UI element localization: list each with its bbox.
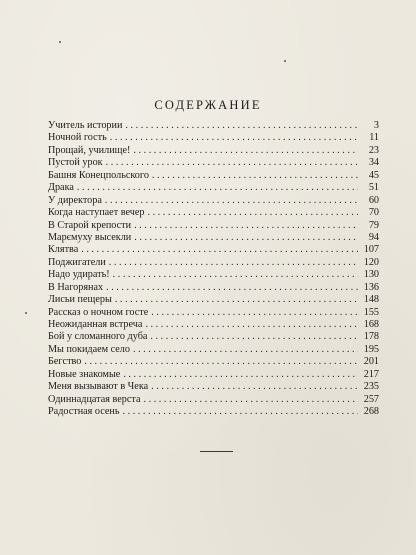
dot-leader [84, 356, 358, 368]
toc-entry-page: 70 [368, 207, 379, 219]
toc-entry-page: 178 [363, 331, 379, 343]
page-title: СОДЕРЖАНИЕ [154, 98, 262, 112]
dot-leader [123, 369, 358, 381]
dot-leader [125, 120, 358, 132]
toc-entry-page: 34 [368, 157, 379, 169]
dot-leader [133, 344, 358, 356]
dot-leader [109, 257, 358, 269]
toc-entry [48, 381, 379, 393]
dot-leader [123, 406, 358, 418]
toc-entry-page: 94 [368, 231, 379, 243]
toc-entry-page: 60 [368, 194, 379, 206]
toc-entry-page: 23 [368, 144, 379, 156]
print-speck [284, 60, 286, 62]
toc-entry-title: Ночной гость [48, 132, 107, 144]
toc-entry [48, 232, 379, 244]
dot-leader [110, 132, 358, 144]
toc-entry-page: 268 [363, 406, 379, 418]
toc-entry [48, 170, 379, 182]
toc-entry-page: 168 [363, 319, 379, 330]
toc-entry [48, 120, 379, 132]
toc-entry-title: У директора [48, 194, 102, 206]
toc-entry [48, 307, 379, 319]
toc-entry [48, 244, 379, 256]
toc-entry [48, 331, 379, 343]
toc-entry-title: Лисьи пещеры [48, 294, 112, 306]
toc-entry-title: Башня Конецпольского [48, 169, 149, 181]
toc-entry-page: 257 [363, 393, 379, 405]
toc-entry [48, 257, 379, 269]
print-speck [59, 41, 61, 43]
toc-entry-page: 130 [363, 269, 379, 281]
toc-entry-title: Прощай, училище! [48, 144, 131, 156]
toc-entry-title: Новые знакомые [48, 368, 121, 380]
toc-entry-title: Рассказ о ночном госте [48, 306, 149, 318]
dot-leader [147, 207, 358, 219]
dot-leader [144, 394, 359, 406]
toc-entry-title: Бегство [48, 356, 82, 368]
toc-entry [48, 344, 379, 356]
dot-leader [105, 195, 358, 207]
closing-rule [200, 451, 233, 452]
toc-entry-title: Драка [48, 182, 74, 194]
dot-leader [151, 381, 358, 393]
dot-leader [152, 170, 358, 182]
toc-entry [48, 132, 379, 144]
toc-entry-title: Радостная осень [48, 406, 120, 418]
toc-entry [48, 269, 379, 281]
toc-entry-title: Когда наступает вечер [48, 207, 145, 219]
toc-entry-page: 45 [368, 169, 379, 181]
dot-leader [151, 307, 358, 319]
dot-leader [134, 232, 358, 244]
toc-entry [48, 195, 379, 207]
toc-entry-page: 136 [363, 281, 379, 293]
toc-entry [48, 319, 379, 331]
dot-leader [106, 157, 358, 169]
toc-entry-page: 120 [363, 256, 379, 268]
toc-entry-title: Мы покидаем село [48, 343, 130, 355]
toc-entry-title: Меня вызывают в Чека [48, 381, 149, 393]
dot-leader [150, 331, 358, 343]
toc-entry-title: Клятва [48, 244, 79, 256]
toc-entry-page: 51 [368, 182, 379, 194]
toc-entry-title: Поджигатели [48, 256, 106, 268]
toc-entry-page: 195 [363, 343, 379, 355]
toc-entry [48, 145, 379, 157]
toc-entry-title: В Нагорянах [48, 281, 104, 293]
dot-leader [145, 319, 358, 331]
toc-entry-title: В Старой крепости [48, 219, 132, 231]
toc-entry [48, 282, 379, 294]
toc-entry-title: Учитель истории [48, 120, 123, 131]
toc-entry-title: Марємуху высекли [48, 231, 132, 243]
dot-leader [77, 182, 358, 194]
toc-entry-page: 3 [373, 120, 379, 131]
toc-entry-title: Бой у сломанного дуба [48, 331, 148, 343]
dot-leader [115, 294, 358, 306]
print-speck [25, 312, 27, 314]
toc-entry [48, 369, 379, 381]
toc-entry-title: Неожиданная встреча [48, 319, 143, 330]
toc-entry-title: Одиннадцатая верста [48, 393, 141, 405]
toc-entry-title: Пустой урок [48, 157, 103, 169]
toc-entry-page: 11 [369, 132, 379, 144]
dot-leader [81, 244, 358, 256]
toc-entry-page: 148 [363, 294, 379, 306]
toc-entry [48, 294, 379, 306]
toc-entry-page: 217 [363, 368, 379, 380]
table-of-contents [48, 120, 379, 419]
toc-entry-page: 235 [363, 381, 379, 393]
toc-entry [48, 406, 379, 418]
dot-leader [106, 282, 358, 294]
toc-entry-page: 107 [363, 244, 379, 256]
toc-entry [48, 394, 379, 406]
dot-leader [134, 220, 358, 232]
toc-entry [48, 207, 379, 219]
toc-entry-page: 79 [368, 219, 379, 231]
dot-leader [113, 269, 358, 281]
toc-entry [48, 182, 379, 194]
toc-entry [48, 356, 379, 368]
toc-entry [48, 220, 379, 232]
toc-entry-page: 155 [363, 306, 379, 318]
dot-leader [133, 145, 358, 157]
toc-entry [48, 157, 379, 169]
toc-entry-title: Надо удирать! [48, 269, 110, 281]
toc-entry-page: 201 [363, 356, 379, 368]
